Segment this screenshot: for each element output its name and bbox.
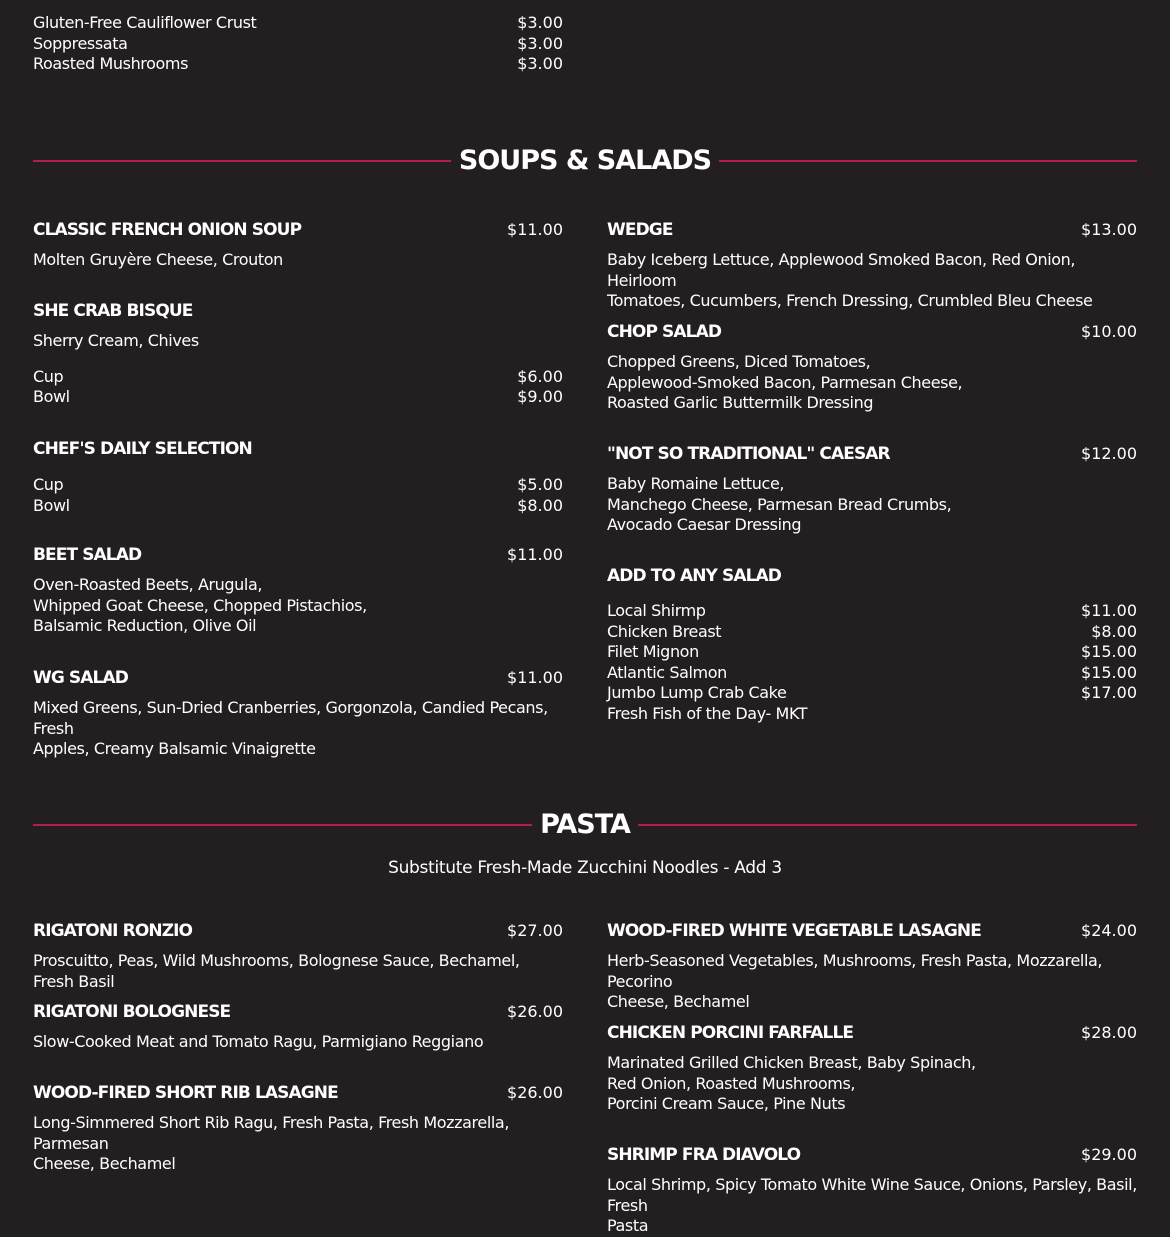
item-name: "NOT SO TRADITIONAL" CAESAR bbox=[607, 444, 890, 464]
item-name: Gluten-Free Cauliflower Crust bbox=[33, 13, 257, 32]
description-line: Mixed Greens, Sun-Dried Cranberries, Gorgonzola, Candied Pecans, Fresh bbox=[33, 698, 548, 738]
menu-item-caesar bbox=[607, 443, 1137, 536]
description-line: Cheese, Bechamel bbox=[33, 1154, 176, 1173]
item-name: WG SALAD bbox=[33, 668, 128, 688]
menu-item-french-onion-soup bbox=[33, 219, 563, 271]
size-price: $6.00 bbox=[517, 366, 563, 386]
item-price: $27.00 bbox=[507, 921, 563, 940]
size-option bbox=[33, 475, 563, 496]
divider-line bbox=[719, 160, 1137, 162]
item-price: $3.00 bbox=[517, 33, 563, 53]
sub-heading: ADD TO ANY SALAD bbox=[607, 566, 781, 586]
menu-item-she-crab-bisque bbox=[33, 300, 563, 408]
size-name: Cup bbox=[33, 366, 64, 386]
size-price: $8.00 bbox=[517, 495, 563, 515]
description-line: Baby Iceberg Lettuce, Applewood Smoked Bacon, Red Onion, Heirloom bbox=[607, 250, 1076, 290]
item-name: BEET SALAD bbox=[33, 545, 142, 565]
item-name: CHEF'S DAILY SELECTION bbox=[33, 439, 252, 459]
description-line: Apples, Creamy Balsamic Vinaigrette bbox=[33, 739, 316, 758]
item-price: $13.00 bbox=[1081, 220, 1137, 239]
menu-item-rigatoni-bolognese bbox=[33, 1001, 563, 1053]
description-line: Proscuitto, Peas, Wild Mushrooms, Bolognese Sauce, Bechamel, Fresh Basil bbox=[33, 951, 520, 991]
item-description bbox=[607, 1175, 1137, 1237]
description-line: Chopped Greens, Diced Tomatoes, bbox=[607, 352, 871, 371]
description-line: Avocado Caesar Dressing bbox=[607, 515, 802, 534]
menu-item-white-vegetable-lasagne bbox=[607, 920, 1137, 1013]
item-name: SHRIMP FRA DIAVOLO bbox=[607, 1145, 801, 1165]
description-line: Porcini Cream Sauce, Pine Nuts bbox=[607, 1094, 846, 1113]
description-line: Applewood-Smoked Bacon, Parmesan Cheese, bbox=[607, 372, 963, 392]
item-description bbox=[33, 951, 563, 992]
item-name: Soppressata bbox=[33, 33, 128, 53]
divider-line bbox=[33, 160, 451, 162]
divider-line bbox=[33, 824, 532, 826]
addon-name: Local Shirmp bbox=[607, 601, 706, 620]
size-price: $9.00 bbox=[517, 387, 563, 406]
addon-price: $15.00 bbox=[1081, 642, 1137, 661]
item-description bbox=[33, 1032, 563, 1053]
item-price: $11.00 bbox=[507, 545, 563, 564]
size-name: Bowl bbox=[33, 495, 70, 515]
item-name: RIGATONI BOLOGNESE bbox=[33, 1002, 231, 1022]
item-description bbox=[33, 1113, 563, 1175]
item-name: RIGATONI RONZIO bbox=[33, 921, 193, 941]
description-line: Oven-Roasted Beets, Arugula, bbox=[33, 575, 263, 594]
size-option bbox=[33, 367, 563, 388]
menu-item-chefs-daily-selection bbox=[33, 438, 563, 516]
addon-name: Chicken Breast bbox=[607, 621, 722, 641]
menu-item-wg-salad bbox=[33, 667, 563, 760]
item-description bbox=[607, 250, 1137, 312]
description-line: Red Onion, Roasted Mushrooms, bbox=[607, 1073, 856, 1093]
pasta-substitution-note: Substitute Fresh-Made Zucchini Noodles - Add 3 bbox=[388, 858, 782, 878]
item-price: $12.00 bbox=[1081, 444, 1137, 463]
item-price: $10.00 bbox=[1081, 322, 1137, 341]
add-to-any-salad bbox=[607, 565, 1137, 724]
item-description bbox=[607, 352, 1137, 414]
toppings-list bbox=[33, 13, 563, 75]
item-description bbox=[33, 575, 563, 637]
item-name: CHOP SALAD bbox=[607, 322, 722, 342]
item-name: WOOD-FIRED SHORT RIB LASAGNE bbox=[33, 1083, 338, 1103]
size-option bbox=[33, 496, 563, 517]
item-price: $3.00 bbox=[517, 54, 563, 73]
section-header-pasta bbox=[33, 809, 1137, 840]
item-description bbox=[33, 698, 563, 760]
description-line: Herb-Seasoned Vegetables, Mushrooms, Fresh Pasta, Mozzarella, Pecorino bbox=[607, 951, 1103, 991]
addon-price: $8.00 bbox=[1091, 621, 1137, 641]
item-description bbox=[607, 474, 1137, 536]
size-name: Cup bbox=[33, 475, 64, 494]
menu-item-chop-salad bbox=[607, 321, 1137, 414]
description-line: Marinated Grilled Chicken Breast, Baby Spinach, bbox=[607, 1053, 976, 1072]
list-item bbox=[607, 622, 1137, 643]
addon-price: $15.00 bbox=[1081, 662, 1137, 682]
size-option bbox=[33, 387, 563, 408]
item-price: $11.00 bbox=[507, 668, 563, 687]
menu-item-chicken-porcini-farfalle bbox=[607, 1022, 1137, 1115]
list-item bbox=[607, 642, 1137, 663]
section-title: SOUPS & SALADS bbox=[458, 145, 712, 176]
section-header-soups-salads bbox=[33, 145, 1137, 176]
addon-price: $17.00 bbox=[1081, 683, 1137, 702]
item-description bbox=[607, 951, 1137, 1013]
list-item bbox=[607, 704, 1137, 725]
description-line: Pasta bbox=[607, 1216, 649, 1235]
description-line: Whipped Goat Cheese, Chopped Pistachios, bbox=[33, 595, 367, 615]
item-name: WEDGE bbox=[607, 220, 673, 240]
item-name: CLASSIC FRENCH ONION SOUP bbox=[33, 220, 302, 240]
item-price: $24.00 bbox=[1081, 921, 1137, 940]
list-item bbox=[33, 13, 563, 34]
menu-item-wedge bbox=[607, 219, 1137, 312]
addon-name: Atlantic Salmon bbox=[607, 662, 727, 682]
section-title: PASTA bbox=[540, 809, 630, 840]
divider-line bbox=[638, 824, 1137, 826]
description-line: Slow-Cooked Meat and Tomato Ragu, Parmigiano Reggiano bbox=[33, 1032, 484, 1051]
item-name: SHE CRAB BISQUE bbox=[33, 301, 193, 321]
description-line: Roasted Garlic Buttermilk Dressing bbox=[607, 393, 874, 412]
menu-item-beet-salad bbox=[33, 544, 563, 637]
addon-name: Jumbo Lump Crab Cake bbox=[607, 683, 787, 702]
description-line: Cheese, Bechamel bbox=[607, 992, 750, 1011]
item-description bbox=[607, 1053, 1137, 1115]
item-price: $26.00 bbox=[507, 1002, 563, 1021]
item-name: Roasted Mushrooms bbox=[33, 54, 189, 73]
addon-name: Filet Mignon bbox=[607, 642, 699, 661]
menu-item-shrimp-fra-diavolo bbox=[607, 1144, 1137, 1237]
item-name: WOOD-FIRED WHITE VEGETABLE LASAGNE bbox=[607, 921, 981, 941]
description-line: Baby Romaine Lettuce, bbox=[607, 474, 785, 493]
item-price: $11.00 bbox=[507, 220, 563, 239]
item-price: $3.00 bbox=[517, 13, 563, 32]
item-description: Sherry Cream, Chives bbox=[33, 331, 199, 350]
item-name: CHICKEN PORCINI FARFALLE bbox=[607, 1023, 854, 1043]
addon-price: $11.00 bbox=[1081, 601, 1137, 620]
addon-name: Fresh Fish of the Day- MKT bbox=[607, 703, 808, 723]
description-line: Balsamic Reduction, Olive Oil bbox=[33, 616, 257, 635]
list-item bbox=[607, 601, 1137, 622]
menu-item-short-rib-lasagne bbox=[33, 1082, 563, 1175]
description-line: Manchego Cheese, Parmesan Bread Crumbs, bbox=[607, 494, 952, 514]
list-item bbox=[33, 54, 563, 75]
list-item bbox=[607, 663, 1137, 684]
item-price: $26.00 bbox=[507, 1083, 563, 1102]
description-line: Local Shrimp, Spicy Tomato White Wine Sauce, Onions, Parsley, Basil, Fresh bbox=[607, 1175, 1137, 1215]
item-description: Molten Gruyère Cheese, Crouton bbox=[33, 250, 283, 269]
menu-item-rigatoni-ronzio bbox=[33, 920, 563, 992]
description-line: Long-Simmered Short Rib Ragu, Fresh Pasta, Fresh Mozzarella, Parmesan bbox=[33, 1113, 510, 1153]
description-line: Tomatoes, Cucumbers, French Dressing, Crumbled Bleu Cheese bbox=[607, 291, 1093, 310]
size-name: Bowl bbox=[33, 387, 70, 406]
list-item bbox=[607, 683, 1137, 704]
size-price: $5.00 bbox=[517, 475, 563, 494]
item-price: $29.00 bbox=[1081, 1145, 1137, 1164]
list-item bbox=[33, 34, 563, 55]
item-price: $28.00 bbox=[1081, 1023, 1137, 1042]
